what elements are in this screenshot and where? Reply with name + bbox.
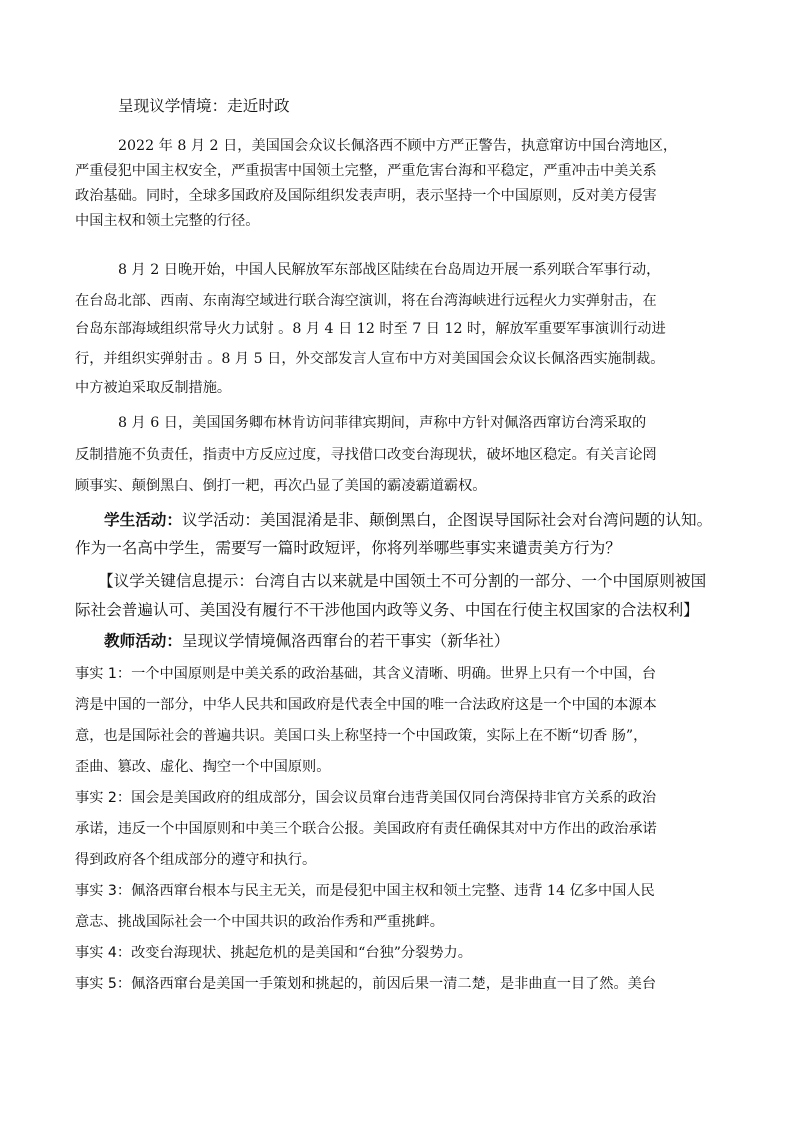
fact-line: 湾是中国的一部分，中华人民共和国政府是代表全中国的唯一合法政府这是一个中国的本源本 <box>75 697 657 713</box>
key-info-hint: 【议学关键信息提示：台湾自古以来就是中国领土不可分割的一部分、一个中国原则被国 <box>98 572 707 590</box>
student-activity-text: 议学活动：美国混淆是非、颠倒黑白，企图误导国际社会对台湾问题的认知。 <box>181 511 713 529</box>
fact-label: 事实 1： <box>75 666 132 682</box>
para2-line: 中方被迫采取反制措施。 <box>75 380 232 396</box>
fact-label: 事实 2： <box>75 790 132 806</box>
teacher-activity-label: 教师活动： <box>104 632 182 650</box>
teacher-activity <box>104 631 509 651</box>
para1-line: 严重侵犯中国主权安全，严重损害中国领土完整，严重危害台海和平稳定，严重冲击中美关系 <box>75 163 657 179</box>
para1-line: 政治基础。同时，全球多国政府及国际组织发表声明，表示坚持一个中国原则，反对美方侵害 <box>75 188 657 204</box>
student-activity <box>104 510 712 530</box>
para2-line: 在台岛北部、西南、东南海空域进行联合海空演训，将在台湾海峡进行远程火力实弹射击，在 <box>75 293 657 309</box>
fact-line: 得到政府各个组成部分的遵守和执行。 <box>75 852 317 868</box>
fact-text: 佩洛西窜台根本与民主无关，而是侵犯中国主权和领土完整、违背 14 亿多中国人民 <box>131 883 655 899</box>
fact-line: 歪曲、篡改、虚化、掏空一个中国原则。 <box>75 759 331 775</box>
student-activity-line: 作为一名高中学生，需要写一篇时政短评，你将列举哪些事实来谴责美方行为？ <box>75 539 621 557</box>
student-activity-label: 学生活动： <box>104 511 182 529</box>
fact-line <box>75 881 655 901</box>
para3-line: 顾事实、颠倒黑白、倒打一耙，再次凸显了美国的霸凌霸道霸权。 <box>75 478 487 494</box>
fact-text: 佩洛西窜台是美国一手策划和挑起的，前因后果一清二楚，是非曲直一目了然。美台 <box>131 976 657 992</box>
fact-label: 事实 3： <box>75 883 132 899</box>
fact-text: 一个中国原则是中美关系的政治基础，其含义清晰、明确。世界上只有一个中国，台 <box>131 666 657 682</box>
para3-line: 反制措施不负责任，指责中方反应过度，寻找借口改变台海现状，破坏地区稳定。有关言论罔 <box>75 447 657 463</box>
fact-label: 事实 5： <box>75 976 132 992</box>
fact-text: 国会是美国政府的组成部分，国会议员窜台违背美国仅同台湾保持非官方关系的政治 <box>131 790 657 806</box>
fact-line: 意志、挑战国际社会一个中国共识的政治作秀和严重挑衅。 <box>75 914 444 930</box>
para2-line: 台岛东部海域组织常导火力试射 。8 月 4 日 12 时至 7 日 12 时，解放军重要军事演训行动进 <box>75 321 666 337</box>
para2-line: 行，并组织实弹射击 。8 月 5 日，外交部发言人宣布中方对美国国会众议长佩洛西实施制裁。 <box>75 351 665 367</box>
fact-text: 改变台海现状、挑起危机的是美国和“台独”分裂势力。 <box>131 945 472 961</box>
fact-line <box>75 943 472 963</box>
teacher-activity-text: 呈现议学情境佩洛西窜台的若干事实（新华社） <box>181 632 510 650</box>
fact-label: 事实 4： <box>75 945 132 961</box>
fact-line <box>75 974 656 994</box>
para1-line: 中国主权和领土完整的行径。 <box>75 213 260 229</box>
fact-line: 意，也是国际社会的普遍共识。美国口头上称坚持一个中国政策，实际上在不断“切香 肠”， <box>75 728 648 744</box>
section-heading: 呈现议学情境：走近时政 <box>118 97 290 115</box>
para3-line: 8 月 6 日，美国国务卿布林肯访问菲律宾期间，声称中方针对佩洛西窜访台湾采取的 <box>118 415 647 431</box>
fact-line: 承诺，违反一个中国原则和中美三个联合公报。美国政府有责任确保其对中方作出的政治承诺 <box>75 821 657 837</box>
key-info-hint: 际社会普遍认可、美国没有履行不干涉他国内政等义务、中国在行使主权国家的合法权利】 <box>75 601 699 619</box>
para1-line: 2022 年 8 月 2 日，美国国会众议长佩洛西不顾中方严正警告，执意窜访中国台湾地区， <box>118 138 678 154</box>
para2-line: 8 月 2 日晚开始，中国人民解放军东部战区陆续在台岛周边开展一系列联合军事行动， <box>118 262 661 278</box>
fact-line <box>75 664 656 684</box>
fact-line <box>75 788 656 808</box>
